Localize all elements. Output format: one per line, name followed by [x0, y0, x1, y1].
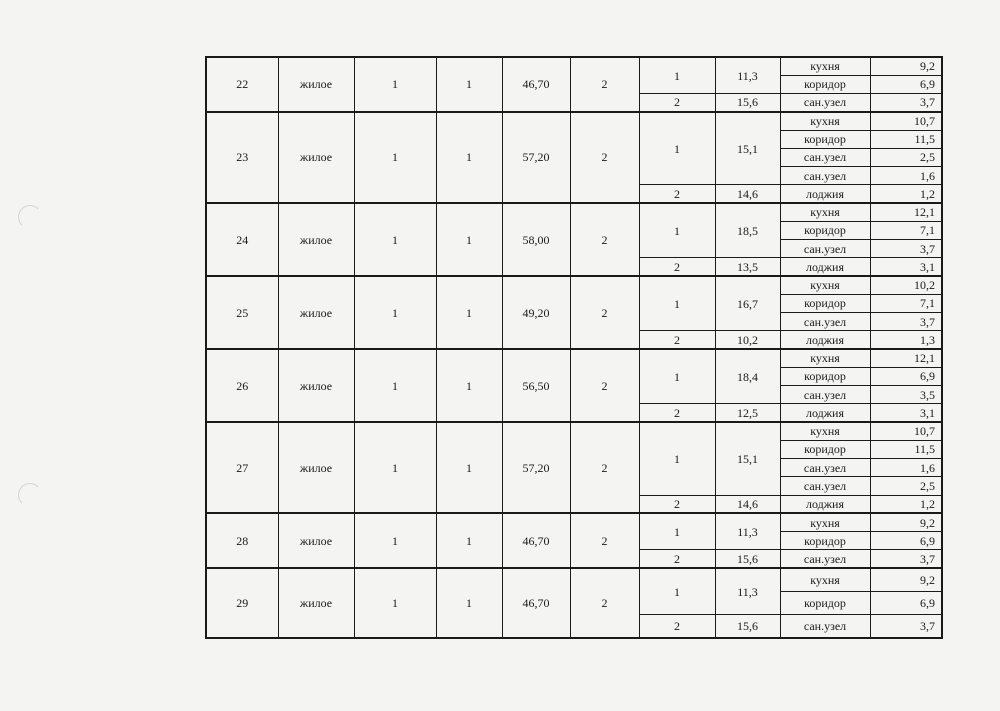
- room-number: 2: [639, 550, 715, 568]
- room-count: 2: [570, 57, 639, 112]
- table-row: [206, 513, 942, 531]
- room-area: 13,5: [715, 258, 780, 276]
- space-area: 7,1: [870, 294, 942, 312]
- table-row: [206, 349, 942, 367]
- section-count: 1: [436, 513, 502, 568]
- space-name: коридор: [780, 130, 870, 148]
- floor-count: 1: [354, 422, 436, 513]
- table-row: [206, 568, 942, 591]
- room-area: 15,6: [715, 615, 780, 638]
- space-area: 2,5: [870, 477, 942, 495]
- space-name: лоджия: [780, 495, 870, 513]
- room-number: 2: [639, 495, 715, 513]
- floor-count: 1: [354, 513, 436, 568]
- floor-count: 1: [354, 276, 436, 349]
- room-area: 15,1: [715, 422, 780, 495]
- floor-count: 1: [354, 349, 436, 422]
- room-number: 1: [639, 513, 715, 550]
- floor-count: 1: [354, 568, 436, 638]
- apartment-number: 26: [206, 349, 278, 422]
- space-area: 10,7: [870, 112, 942, 130]
- section-count: 1: [436, 422, 502, 513]
- section-count: 1: [436, 349, 502, 422]
- space-area: 2,5: [870, 148, 942, 166]
- premises-type: жилое: [278, 349, 354, 422]
- space-name: сан.узел: [780, 459, 870, 477]
- apartment-number: 27: [206, 422, 278, 513]
- premises-type: жилое: [278, 513, 354, 568]
- premises-table: [205, 56, 943, 639]
- space-name: кухня: [780, 203, 870, 221]
- section-count: 1: [436, 57, 502, 112]
- room-area: 12,5: [715, 404, 780, 422]
- room-count: 2: [570, 568, 639, 638]
- section-count: 1: [436, 203, 502, 276]
- table-row: [206, 422, 942, 440]
- room-area: 14,6: [715, 185, 780, 203]
- room-number: 1: [639, 203, 715, 258]
- floor-count: 1: [354, 112, 436, 203]
- room-count: 2: [570, 112, 639, 203]
- premises-type: жилое: [278, 112, 354, 203]
- space-area: 6,9: [870, 75, 942, 93]
- premises-type: жилое: [278, 57, 354, 112]
- floor-count: 1: [354, 203, 436, 276]
- space-area: 1,3: [870, 331, 942, 349]
- space-name: кухня: [780, 112, 870, 130]
- total-area: 57,20: [502, 422, 570, 513]
- premises-type: жилое: [278, 422, 354, 513]
- premises-type: жилое: [278, 568, 354, 638]
- table-row: [206, 276, 942, 294]
- room-number: 1: [639, 112, 715, 185]
- space-name: сан.узел: [780, 313, 870, 331]
- room-area: 11,3: [715, 568, 780, 615]
- room-area: 10,2: [715, 331, 780, 349]
- space-area: 3,7: [870, 240, 942, 258]
- apartment-number: 25: [206, 276, 278, 349]
- room-area: 14,6: [715, 495, 780, 513]
- apartment-number: 23: [206, 112, 278, 203]
- space-area: 9,2: [870, 57, 942, 75]
- room-number: 1: [639, 422, 715, 495]
- space-name: кухня: [780, 422, 870, 440]
- space-name: сан.узел: [780, 477, 870, 495]
- table-row: [206, 203, 942, 221]
- room-number: 2: [639, 94, 715, 112]
- table-row: [206, 112, 942, 130]
- space-area: 9,2: [870, 513, 942, 531]
- space-name: сан.узел: [780, 615, 870, 638]
- space-name: сан.узел: [780, 386, 870, 404]
- apartment-number: 29: [206, 568, 278, 638]
- space-area: 3,7: [870, 313, 942, 331]
- premises-type: жилое: [278, 276, 354, 349]
- space-area: 11,5: [870, 130, 942, 148]
- space-name: лоджия: [780, 185, 870, 203]
- space-area: 7,1: [870, 221, 942, 239]
- room-area: 16,7: [715, 276, 780, 331]
- space-name: кухня: [780, 349, 870, 367]
- room-area: 11,3: [715, 57, 780, 94]
- premises-type: жилое: [278, 203, 354, 276]
- section-count: 1: [436, 568, 502, 638]
- space-name: лоджия: [780, 258, 870, 276]
- space-area: 1,6: [870, 167, 942, 185]
- space-name: кухня: [780, 57, 870, 75]
- space-area: 1,6: [870, 459, 942, 477]
- room-area: 15,6: [715, 94, 780, 112]
- space-area: 11,5: [870, 440, 942, 458]
- space-name: коридор: [780, 367, 870, 385]
- room-number: 2: [639, 331, 715, 349]
- space-name: лоджия: [780, 404, 870, 422]
- room-number: 2: [639, 404, 715, 422]
- apartment-number: 22: [206, 57, 278, 112]
- space-area: 1,2: [870, 495, 942, 513]
- space-area: 3,5: [870, 386, 942, 404]
- section-count: 1: [436, 276, 502, 349]
- room-area: 11,3: [715, 513, 780, 550]
- space-area: 1,2: [870, 185, 942, 203]
- total-area: 49,20: [502, 276, 570, 349]
- room-number: 1: [639, 568, 715, 615]
- space-name: сан.узел: [780, 240, 870, 258]
- total-area: 46,70: [502, 57, 570, 112]
- apartment-number: 28: [206, 513, 278, 568]
- space-area: 10,2: [870, 276, 942, 294]
- room-number: 2: [639, 615, 715, 638]
- space-name: кухня: [780, 276, 870, 294]
- space-area: 12,1: [870, 203, 942, 221]
- room-area: 18,5: [715, 203, 780, 258]
- room-area: 18,4: [715, 349, 780, 404]
- room-number: 1: [639, 276, 715, 331]
- total-area: 46,70: [502, 568, 570, 638]
- space-name: коридор: [780, 532, 870, 550]
- space-area: 3,7: [870, 615, 942, 638]
- total-area: 58,00: [502, 203, 570, 276]
- total-area: 46,70: [502, 513, 570, 568]
- space-name: коридор: [780, 294, 870, 312]
- table-row: [206, 57, 942, 75]
- room-count: 2: [570, 349, 639, 422]
- space-name: сан.узел: [780, 550, 870, 568]
- space-area: 6,9: [870, 367, 942, 385]
- space-name: коридор: [780, 75, 870, 93]
- total-area: 57,20: [502, 112, 570, 203]
- space-area: 9,2: [870, 568, 942, 591]
- space-name: сан.узел: [780, 167, 870, 185]
- section-count: 1: [436, 112, 502, 203]
- space-name: кухня: [780, 513, 870, 531]
- room-area: 15,1: [715, 112, 780, 185]
- room-count: 2: [570, 422, 639, 513]
- space-name: сан.узел: [780, 148, 870, 166]
- room-number: 1: [639, 57, 715, 94]
- room-count: 2: [570, 276, 639, 349]
- room-number: 2: [639, 258, 715, 276]
- space-name: коридор: [780, 591, 870, 614]
- space-name: сан.узел: [780, 94, 870, 112]
- space-area: 10,7: [870, 422, 942, 440]
- punch-hole-mark: [18, 205, 42, 229]
- space-name: коридор: [780, 221, 870, 239]
- space-area: 6,9: [870, 532, 942, 550]
- punch-hole-mark: [18, 483, 42, 507]
- space-area: 3,7: [870, 550, 942, 568]
- space-area: 3,1: [870, 258, 942, 276]
- total-area: 56,50: [502, 349, 570, 422]
- room-count: 2: [570, 203, 639, 276]
- space-name: коридор: [780, 440, 870, 458]
- room-number: 1: [639, 349, 715, 404]
- space-area: 3,1: [870, 404, 942, 422]
- space-name: лоджия: [780, 331, 870, 349]
- space-area: 3,7: [870, 94, 942, 112]
- apartment-number: 24: [206, 203, 278, 276]
- space-name: кухня: [780, 568, 870, 591]
- room-number: 2: [639, 185, 715, 203]
- space-area: 12,1: [870, 349, 942, 367]
- space-area: 6,9: [870, 591, 942, 614]
- room-count: 2: [570, 513, 639, 568]
- floor-count: 1: [354, 57, 436, 112]
- room-area: 15,6: [715, 550, 780, 568]
